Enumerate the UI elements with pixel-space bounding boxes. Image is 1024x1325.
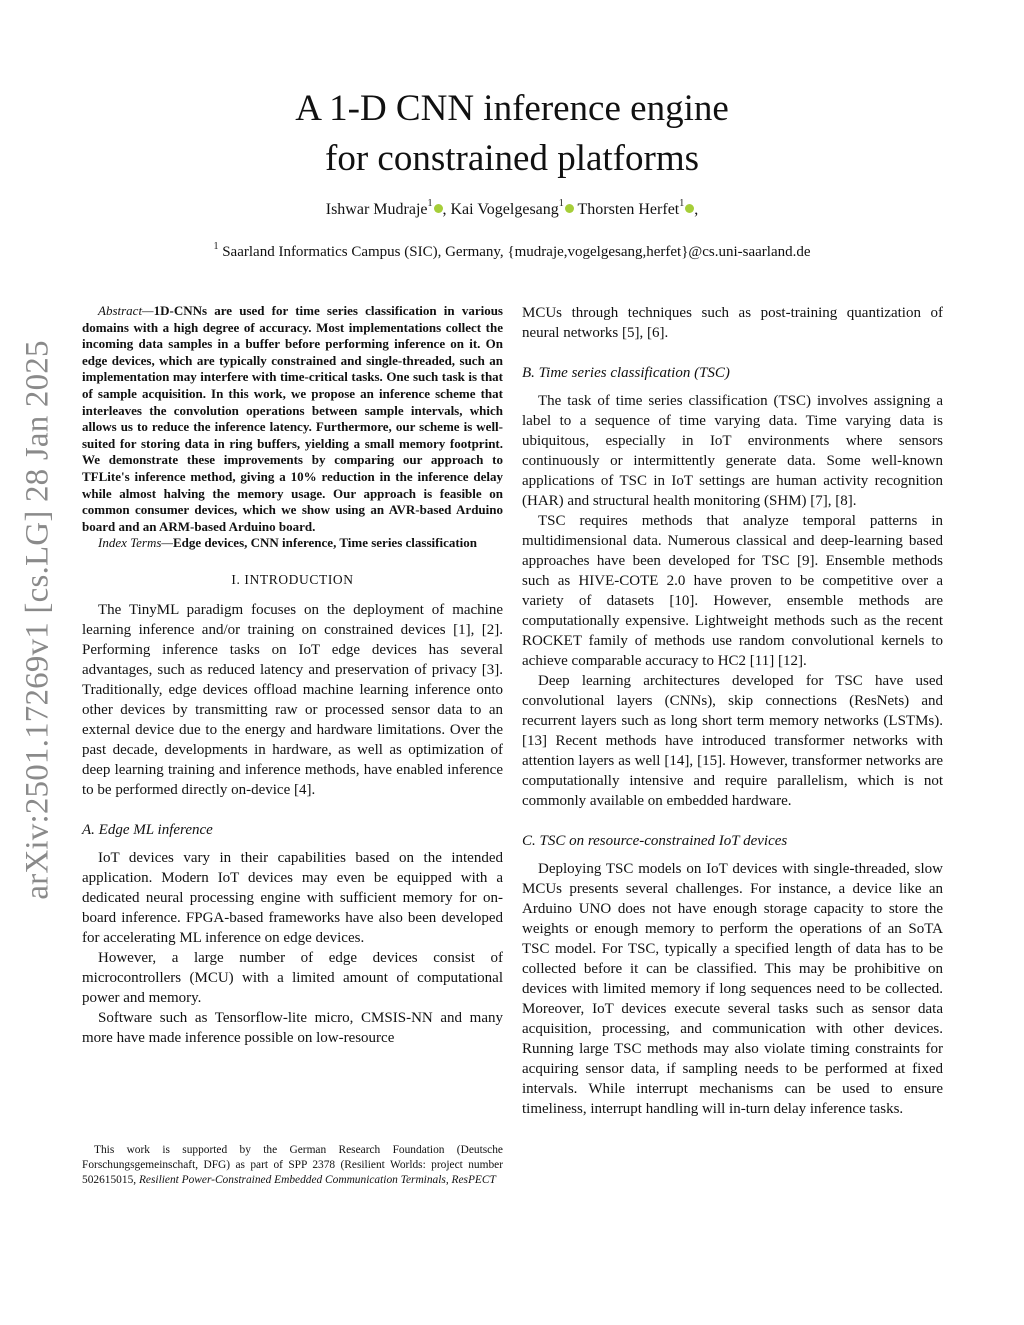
- affiliation-mark: 1: [427, 198, 433, 209]
- orcid-icon[interactable]: [685, 204, 694, 213]
- author-name: Kai Vogelgesang: [450, 201, 559, 218]
- paragraph: Deep learning architectures developed for TSC have used convolutional layers (CNNs), skip connections (ResNets) and recurrent layers such as long short term memory networks (LSTMs). [13] Recent methods have introduced transformer networks with attention layers as well [14], [15]. However, transformer networks are computationally intensive and require parallelism, which is not commonly available on embedded hardware.: [522, 673, 943, 809]
- paper-title: [150, 84, 874, 184]
- orcid-icon[interactable]: [434, 204, 443, 213]
- index-terms-label: Index Terms—: [98, 535, 173, 551]
- abstract-label: Abstract—: [98, 303, 154, 318]
- intro-paragraph: The TinyML paradigm focuses on the deployment of machine learning inference and/or training on constrained devices [1], [2]. Performing inference tasks on IoT edge devices has several advantages, such as reduced latency and preservation of privacy [3]. Traditionally, edge devices offload machine learning inference onto other devices by transmitting raw or processed sensor data to an external device due to the energy and hardware limitations. Over the past decade, developments in hardware, as well as optimization of deep learning training and inference methods, have enabled inference to be performed directly on-device [4].: [82, 601, 503, 798]
- left-column: [82, 303, 503, 1048]
- affiliation-mark: 1: [679, 198, 685, 209]
- abstract-text: 1D-CNNs are used for time series classification in various domains with a high degree of accuracy. Most implementations collect the incoming data samples in a buffer before performing inference on it. On edge devices, which are typically constrained and single-threaded, such an implementation may interfere with time-critical tasks. One such task is that of sample acquisition. In this work, we propose an inference scheme that interleaves the convolution operations between sample intervals, which allows us to reduce the inference latency. Furthermore, our scheme is well-suited for storing data in ring buffers, yielding a small memory footprint. We demonstrate these improvements by comparing our approach to TFLite's inference method, giving a 10% reduction in the inference delay while almost halving the memory usage. Our approach is feasible on common consumer devices, which we show using an AVR-based Arduino board and an ARM-based Arduino board.: [82, 303, 503, 534]
- author-separator: ,: [694, 201, 699, 218]
- author-separator: ,: [442, 201, 451, 218]
- paragraph: TSC requires methods that analyze temporal patterns in multidimensional data. Numerous classical and deep-learning based approaches have been developed for TSC [9]. Ensemble methods such as HIVE-COTE 2.0 have proven to be competitive over a variety of datasets [10]. However, ensemble methods are computationally expensive. Lightweight methods such as the recent ROCKET family of methods use random convolutional kernels to achieve comparable accuracy to HC2 [11] [12].: [522, 513, 943, 669]
- footnote-text: This work is supported by the German Research Foundation (Deutsche Forschungsgemeinschaft, DFG) as part of SPP 2378 (Resilient Worlds: project number 502615015,: [82, 1144, 503, 1186]
- affiliation: [100, 241, 924, 261]
- subsection-heading-tsc-iot: C. TSC on resource-constrained IoT devices: [522, 833, 788, 849]
- title-line-2: for constrained platforms: [325, 138, 699, 179]
- orcid-icon[interactable]: [565, 204, 574, 213]
- paragraph: However, a large number of edge devices consist of microcontrollers (MCU) with a limited amount of computational power and memory.: [82, 949, 503, 1006]
- affiliation-mark: 1: [558, 198, 564, 209]
- arxiv-identifier-stamp: [8, 300, 68, 940]
- author-name: Ishwar Mudraje: [325, 201, 428, 218]
- paragraph: Deploying TSC models on IoT devices with single-threaded, slow MCUs presents several challenges. For instance, a device like an Arduino UNO does not have enough storage capacity to store the weights or enough memory to perform the operations of an SoTA TSC model. For TSC, typically a specified length of data has to be collected before it can be classified. This may be prohibitive on devices with limited memory if long sequences need to be collected. Moreover, IoT devices execute several tasks such as sensor data acquisition, processing, and communication with other devices. Running large TSC methods may also violate timing constraints for acquiring sensor data, if sampling needs to be performed at fixed intervals. While interrupt mechanisms can be used to ensure timeliness, interrupt handling will in-turn delay inference tasks.: [522, 861, 943, 1117]
- funding-footnote: [82, 1143, 503, 1188]
- arxiv-id: arXiv:2501.17269v1 [cs.LG] 28 Jan 2025: [19, 340, 56, 900]
- author-name: Thorsten Herfet: [577, 201, 680, 218]
- paragraph: IoT devices vary in their capabilities based on the intended application. Modern IoT devices may even be equipped with a dedicated neural processing engine with sufficient memory for on-board inference. FPGA-based frameworks have also been developed for accelerating ML inference on edge devices.: [82, 849, 503, 946]
- title-line-1: A 1-D CNN inference engine: [295, 88, 729, 129]
- subsection-heading-tsc: B. Time series classification (TSC): [522, 365, 730, 381]
- index-terms: [82, 535, 503, 552]
- paragraph: The task of time series classification (TSC) involves assigning a label to a sequence of time varying data. Time varying data is ubiquitous, especially in IoT environments where sensors continuously or intermittently generate data. Some well-known applications of TSC in IoT settings are human activity recognition (HAR) and structural health monitoring (SHM) [7], [8].: [522, 393, 943, 509]
- paragraph-continued: MCUs through techniques such as post-training quantization of neural networks [5], [6].: [522, 305, 943, 341]
- subsection-heading-edge-ml: A. Edge ML inference: [82, 821, 213, 838]
- author-list: [150, 198, 874, 219]
- right-column: [522, 303, 943, 1119]
- paragraph: Software such as Tensorflow-lite micro, CMSIS-NN and many more have made inference possible on low-resource: [82, 1009, 503, 1046]
- section-heading-introduction: I. INTRODUCTION: [231, 571, 354, 587]
- affiliation-text: Saarland Informatics Campus (SIC), Germany, {mudraje,vogelgesang,herfet}@cs.uni-saarland.de: [222, 244, 811, 260]
- affiliation-mark: 1: [213, 241, 219, 252]
- abstract: [82, 303, 503, 535]
- index-terms-text: Edge devices, CNN inference, Time series classification: [173, 535, 478, 551]
- footnote-project-title: Resilient Power-Constrained Embedded Communication Terminals, ResPECT: [138, 1174, 496, 1186]
